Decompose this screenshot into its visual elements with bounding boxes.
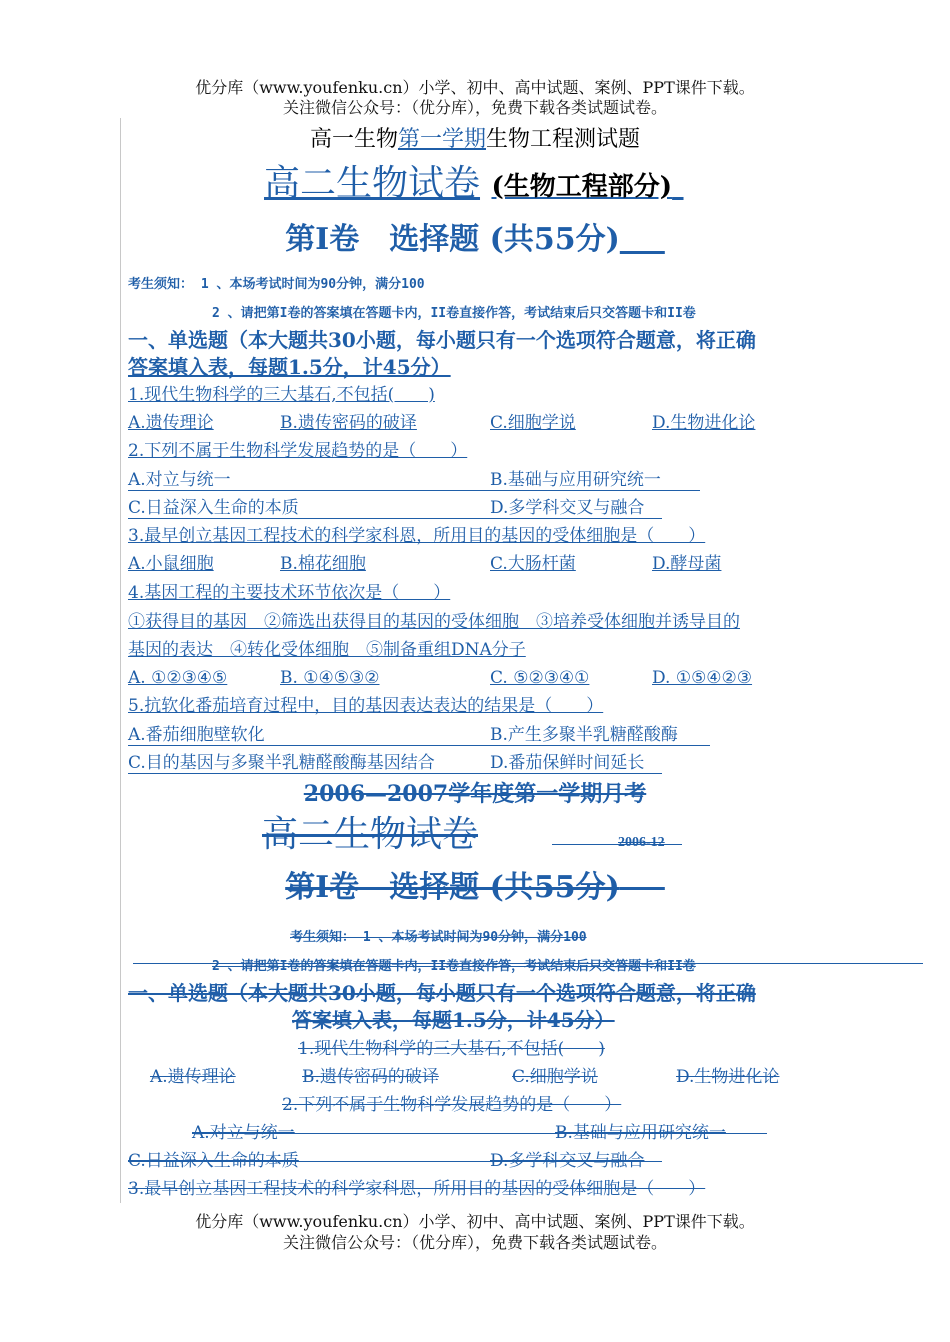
q1-option-d: D.生物进化论 <box>652 413 756 433</box>
notice-1: 考生须知： 1 、本场考试时间为90分钟，满分100 <box>128 277 425 292</box>
part1-heading: 第I卷 选择题 (共55分) <box>285 222 620 257</box>
deleted-q2-option-c: C.日益深入生命的本质 <box>128 1151 299 1171</box>
q4-option-a: A. ①②③④⑤ <box>128 668 228 688</box>
deleted-q1-stem: 1.现代生物科学的三大基石,不包括( ) <box>298 1039 605 1059</box>
margin-line <box>120 118 121 1203</box>
q3-option-a: A.小鼠细胞 <box>128 554 214 574</box>
section1-line1: 一、单选题（本大题共30小题，每小题只有一个选项符合题意，将正确 <box>128 328 756 352</box>
deleted-section1-line1: 一、单选题（本大题共30小题，每小题只有一个选项符合题意，将正确 <box>128 981 756 1005</box>
title-mid: 第一学期 <box>397 127 486 152</box>
deleted-section1-line2: 答案填入表，每题1.5分，计45分） <box>292 1008 615 1032</box>
q3-option-c: C.大肠杆菌 <box>490 554 576 574</box>
q4-stem: 4.基因工程的主要技术环节依次是（ ） <box>128 583 451 603</box>
notice-2: 2 、请把第I卷的答案填在答题卡内，II卷直接作答，考试结束后只交答题卡和II卷 <box>212 306 696 321</box>
q1-stem: 1.现代生物科学的三大基石,不包括( ) <box>128 385 435 405</box>
q3-stem: 3.最早创立基因工程技术的科学家科恩，所用目的基因的受体细胞是（ ） <box>128 526 706 546</box>
q4-steps-line2: 基因的表达 ④转化受体细胞 ⑤制备重组DNA分子 <box>128 640 526 660</box>
deleted-q1-option-a: A.遗传理论 <box>150 1067 236 1087</box>
deleted-q1-option-c: C.细胞学说 <box>512 1067 598 1087</box>
deleted-q2-row1-strike <box>192 1133 767 1134</box>
footer-line-1: 优分库（www.youfenku.cn）小学、初中、高中试题、案例、PPT课件下载。 <box>195 1212 755 1231</box>
big-title-sub: (生物工程部分) <box>491 172 673 202</box>
deleted-q2-row2-strike <box>128 1161 662 1162</box>
deleted-q2-option-d: D.多学科交叉与融合 <box>490 1151 645 1171</box>
deleted-title-strike-left <box>262 836 312 837</box>
q1-option-b: B.遗传密码的破译 <box>280 413 417 433</box>
doc-title <box>0 126 950 154</box>
q2-stem: 2.下列不属于生物科学发展趋势的是（ ） <box>128 441 468 461</box>
deleted-notice-strike <box>133 963 923 964</box>
footer-line-2: 关注微信公众号：（优分库），免费下载各类试题试卷。 <box>282 1233 667 1252</box>
header-line-2: 关注微信公众号：（优分库），免费下载各类试题试卷。 <box>282 98 667 117</box>
deleted-q1-option-d: D.生物进化论 <box>676 1067 780 1087</box>
q2-row2-underline <box>128 518 662 519</box>
deleted-year-title: 2006—2007学年度第一学期月考 <box>303 781 647 807</box>
deleted-date: 2006-12 <box>618 835 665 850</box>
q2-option-a: A.对立与统一 <box>128 470 231 490</box>
q4-option-c: C. ⑤②③④① <box>490 668 590 688</box>
big-title <box>212 162 684 209</box>
q1-option-c: C.细胞学说 <box>490 413 576 433</box>
q5-stem: 5.抗软化番茄培育过程中，目的基因表达表达的结果是（ ） <box>128 696 604 716</box>
title-pre: 高一生物 <box>309 127 398 152</box>
deleted-notice-2: 2 、请把第I卷的答案填在答题卡内，II卷直接作答，考试结束后只交答题卡和II卷 <box>212 959 696 974</box>
deleted-q2-option-a: A.对立与统一 <box>192 1123 295 1143</box>
q5-option-d: D.番茄保鲜时间延长 <box>490 753 645 773</box>
q1-option-a: A.遗传理论 <box>128 413 214 433</box>
deleted-notice-1: 考生须知： 1 、本场考试时间为90分钟，满分100 <box>290 930 587 945</box>
deleted-part1-heading: 第I卷 选择题 (共55分) <box>285 870 620 905</box>
deleted-q1-option-b: B.遗传密码的破译 <box>302 1067 439 1087</box>
q5-row2-underline <box>128 773 662 774</box>
q2-option-b: B.基础与应用研究统一 <box>490 470 661 490</box>
section1-line2: 答案填入表，每题1.5分，计45分） <box>128 355 451 379</box>
q5-option-a: A.番茄细胞壁软化 <box>128 725 265 745</box>
q2-option-c: C.日益深入生命的本质 <box>128 498 299 518</box>
header-line-1: 优分库（www.youfenku.cn）小学、初中、高中试题、案例、PPT课件下载。 <box>195 78 755 97</box>
deleted-q2-option-b: B.基础与应用研究统一 <box>555 1123 726 1143</box>
q4-option-d: D. ①⑤④②③ <box>652 668 753 688</box>
q5-row1-underline <box>128 745 710 746</box>
deleted-q2-stem: 2.下列不属于生物科学发展趋势的是（ ） <box>282 1095 622 1115</box>
q3-option-b: B.棉花细胞 <box>280 554 366 574</box>
deleted-big-title-main: 高二生物试卷 <box>262 814 479 855</box>
deleted-big-title <box>262 810 478 860</box>
q2-row1-underline <box>128 490 700 491</box>
q4-option-b: B. ①④⑤③② <box>280 668 380 688</box>
q5-option-c: C.目的基因与多聚半乳糖醛酸酶基因结合 <box>128 753 435 773</box>
q5-option-b: B.产生多聚半乳糖醛酸酶 <box>490 725 678 745</box>
q3-option-d: D.酵母菌 <box>652 554 722 574</box>
deleted-q3-stem: 3.最早创立基因工程技术的科学家科恩，所用目的基因的受体细胞是（ ） <box>128 1179 706 1199</box>
q4-steps-line1: ①获得目的基因 ②筛选出获得目的基因的受体细胞 ③培养受体细胞并诱导目的 <box>128 612 740 632</box>
q2-option-d: D.多学科交叉与融合 <box>490 498 645 518</box>
title-post: 生物工程测试题 <box>486 127 641 152</box>
big-title-main: 高二生物试卷 <box>264 163 481 204</box>
